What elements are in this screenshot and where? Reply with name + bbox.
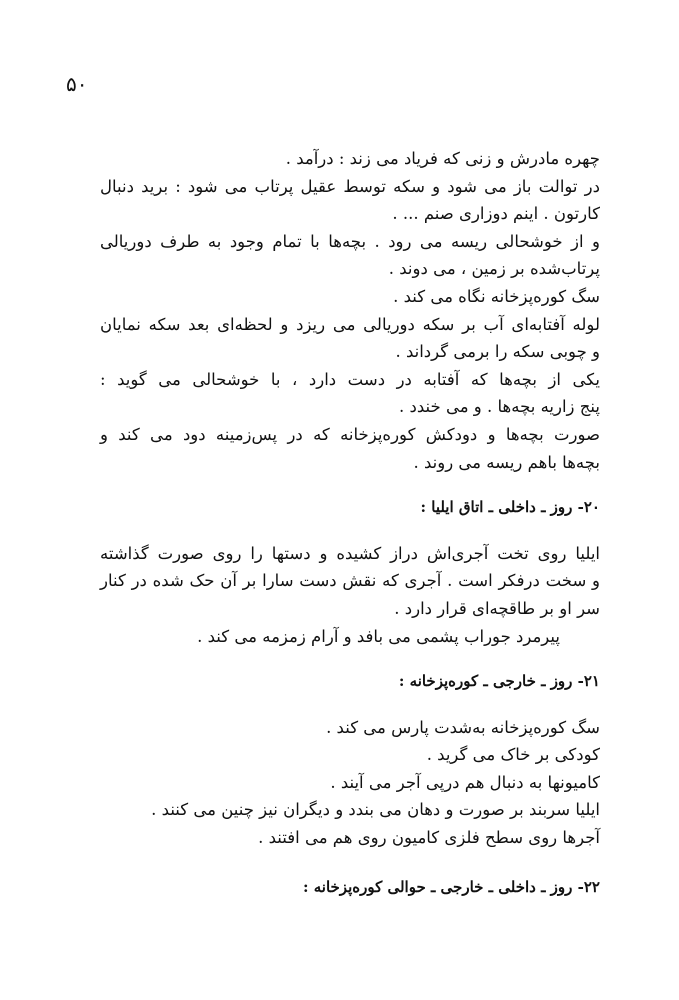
text-line: پنج زاریه بچه‌ها . و می خندد . [399, 397, 600, 417]
text-line: ایلیا سربند بر صورت و دهان می بندد و دیگران نیز چنین می کنند . [151, 800, 600, 820]
text-line: و سخت درفکر است . آجری که نقش دست سارا بر آن حک شده در کنار [100, 571, 600, 591]
section-gap [100, 476, 600, 494]
text-line: ایلیا روی تخت آجری‌اش دراز کشیده و دستها را روی صورت گذاشته [100, 543, 600, 563]
text-line: بچه‌ها باهم ریسه می روند . [413, 452, 600, 472]
text-line: کامیونها به دنبال هم درپی آجر می آیند . [330, 772, 600, 792]
scene-heading: ۲۲- روز ـ داخلی ـ خارجی ـ حوالی کوره‌پزخانه : [302, 877, 600, 896]
text-line: و چوبی سکه را برمی گرداند . [395, 342, 600, 362]
section-gap [100, 696, 600, 714]
screenplay-text [100, 145, 600, 901]
text-line: لوله آفتابه‌ای آب بر سکه دوریالی می ریزد و لحظه‌ای بعد سکه نمایان [100, 314, 600, 334]
text-line: یکی از بچه‌ها که آفتابه در دست دارد ، با خوشحالی می گوید : [100, 369, 600, 389]
text-line: آجرها روی سطح فلزی کامیون روی هم می افتند . [258, 828, 600, 848]
scene-heading: ۲۱- روز ـ خارجی ـ کوره‌پزخانه : [398, 672, 600, 691]
text-line: کارتون . اینم دوزاری صنم ... . [392, 204, 600, 224]
section-gap [100, 650, 600, 668]
section-gap [100, 522, 600, 540]
text-line: چهره مادرش و زنی که فریاد می زند : درآمد . [285, 149, 600, 168]
text-line: در توالت باز می شود و سکه توسط عقیل پرتاب می شود : برید دنبال [100, 176, 600, 196]
text-line: پرتاب‌شده بر زمین ، می دوند . [388, 259, 600, 279]
text-line: صورت بچه‌ها و دودکش کوره‌پزخانه که در پس‌زمینه دود می کند و [100, 424, 600, 444]
text-line: و از خوشحالی ریسه می رود . بچه‌ها با تمام وجود به طرف دوریالی [100, 231, 600, 251]
section-gap [100, 852, 600, 874]
text-line: پیرمرد جوراب پشمی می بافد و آرام زمزمه می کند . [197, 626, 560, 646]
text-line: سگ کوره‌پزخانه به‌شدت پارس می کند . [326, 717, 600, 737]
text-line: سر او بر طاقچه‌ای قرار دارد . [394, 598, 600, 618]
scene-heading: ۲۰- روز ـ داخلی ـ اتاق ایلیا : [420, 498, 600, 517]
text-line: سگ کوره‌پزخانه نگاه می کند . [393, 286, 600, 306]
page-number: ۵۰ [66, 72, 88, 96]
text-line: کودکی بر خاک می گرید . [426, 745, 600, 765]
